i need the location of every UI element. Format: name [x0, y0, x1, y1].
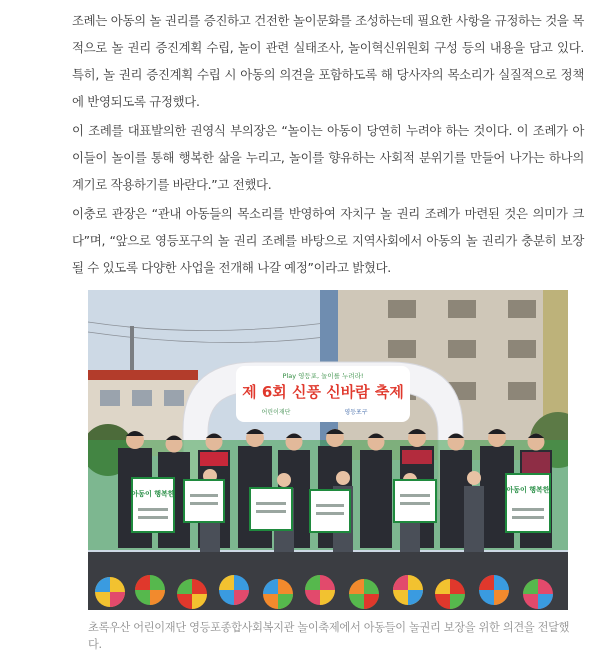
- arch-small-text: Play 영등포, 놀이를 누려라!: [282, 372, 364, 380]
- sign-1-text: 아동이 행복한: [131, 490, 175, 498]
- sign-1: [132, 478, 174, 532]
- sign-5: [394, 480, 436, 522]
- sign-4: [310, 490, 350, 532]
- photo-caption: 초록우산 어린이재단 영등포종합사회복지관 놀이축제에서 아동들이 놀권리 보장을 위한 의견을 전달했다.: [88, 621, 570, 651]
- sign-3: [250, 488, 292, 530]
- sponsor-left: 어린이재단: [261, 409, 291, 416]
- article-paragraph-1: 조례는 아동의 놀 권리를 증진하고 건전한 놀이문화를 조성하는데 필요한 사항을 규정하는 것을 목적으로 놀 권리 증진계획 수립, 놀이 관련 실태조사, 놀이혁신위원회 구성 등의 내용을 담고 있다. 특히, 놀 권리 증진계획 수립 시 아동의 의견을 포함하도록 해 당사자의 목소리가 실질적으로 정책에 반영되도록 규정했다.: [72, 13, 584, 109]
- article-paragraph-2: 이 조례를 대표발의한 권영식 부의장은 “놀이는 아동이 당연히 누려야 하는 것이다. 이 조례가 아이들이 놀이를 통해 행복한 삶을 누리고, 놀이를 향유하는 사회적 분위기를 만들어 나가는 하나의 계기로 작용하기를 바란다.”고 전했다.: [72, 123, 584, 192]
- festival-photo: [88, 290, 568, 610]
- festival-photo-drawing: [88, 290, 568, 610]
- sign-6: [506, 474, 550, 532]
- left-house-roof: [88, 370, 198, 380]
- sign-6-text: 아동이 행복한: [506, 486, 550, 494]
- sign-2: [184, 480, 224, 522]
- article-paragraph-3: 이충로 관장은 “관내 아동들의 목소리를 반영하여 자치구 놀 권리 조례가 마련된 것은 의미가 크다”며, “앞으로 영등포구의 놀 권리 조례를 바탕으로 지역사회에서 아동의 놀 권리가 충분히 보장될 수 있도록 다양한 사업을 전개해 나갈 예정”이라고 밝혔다.: [72, 206, 584, 275]
- sponsor-right: 영등포구: [344, 409, 368, 416]
- arch-title: 제 6회 신풍 신바람 축제: [242, 383, 404, 401]
